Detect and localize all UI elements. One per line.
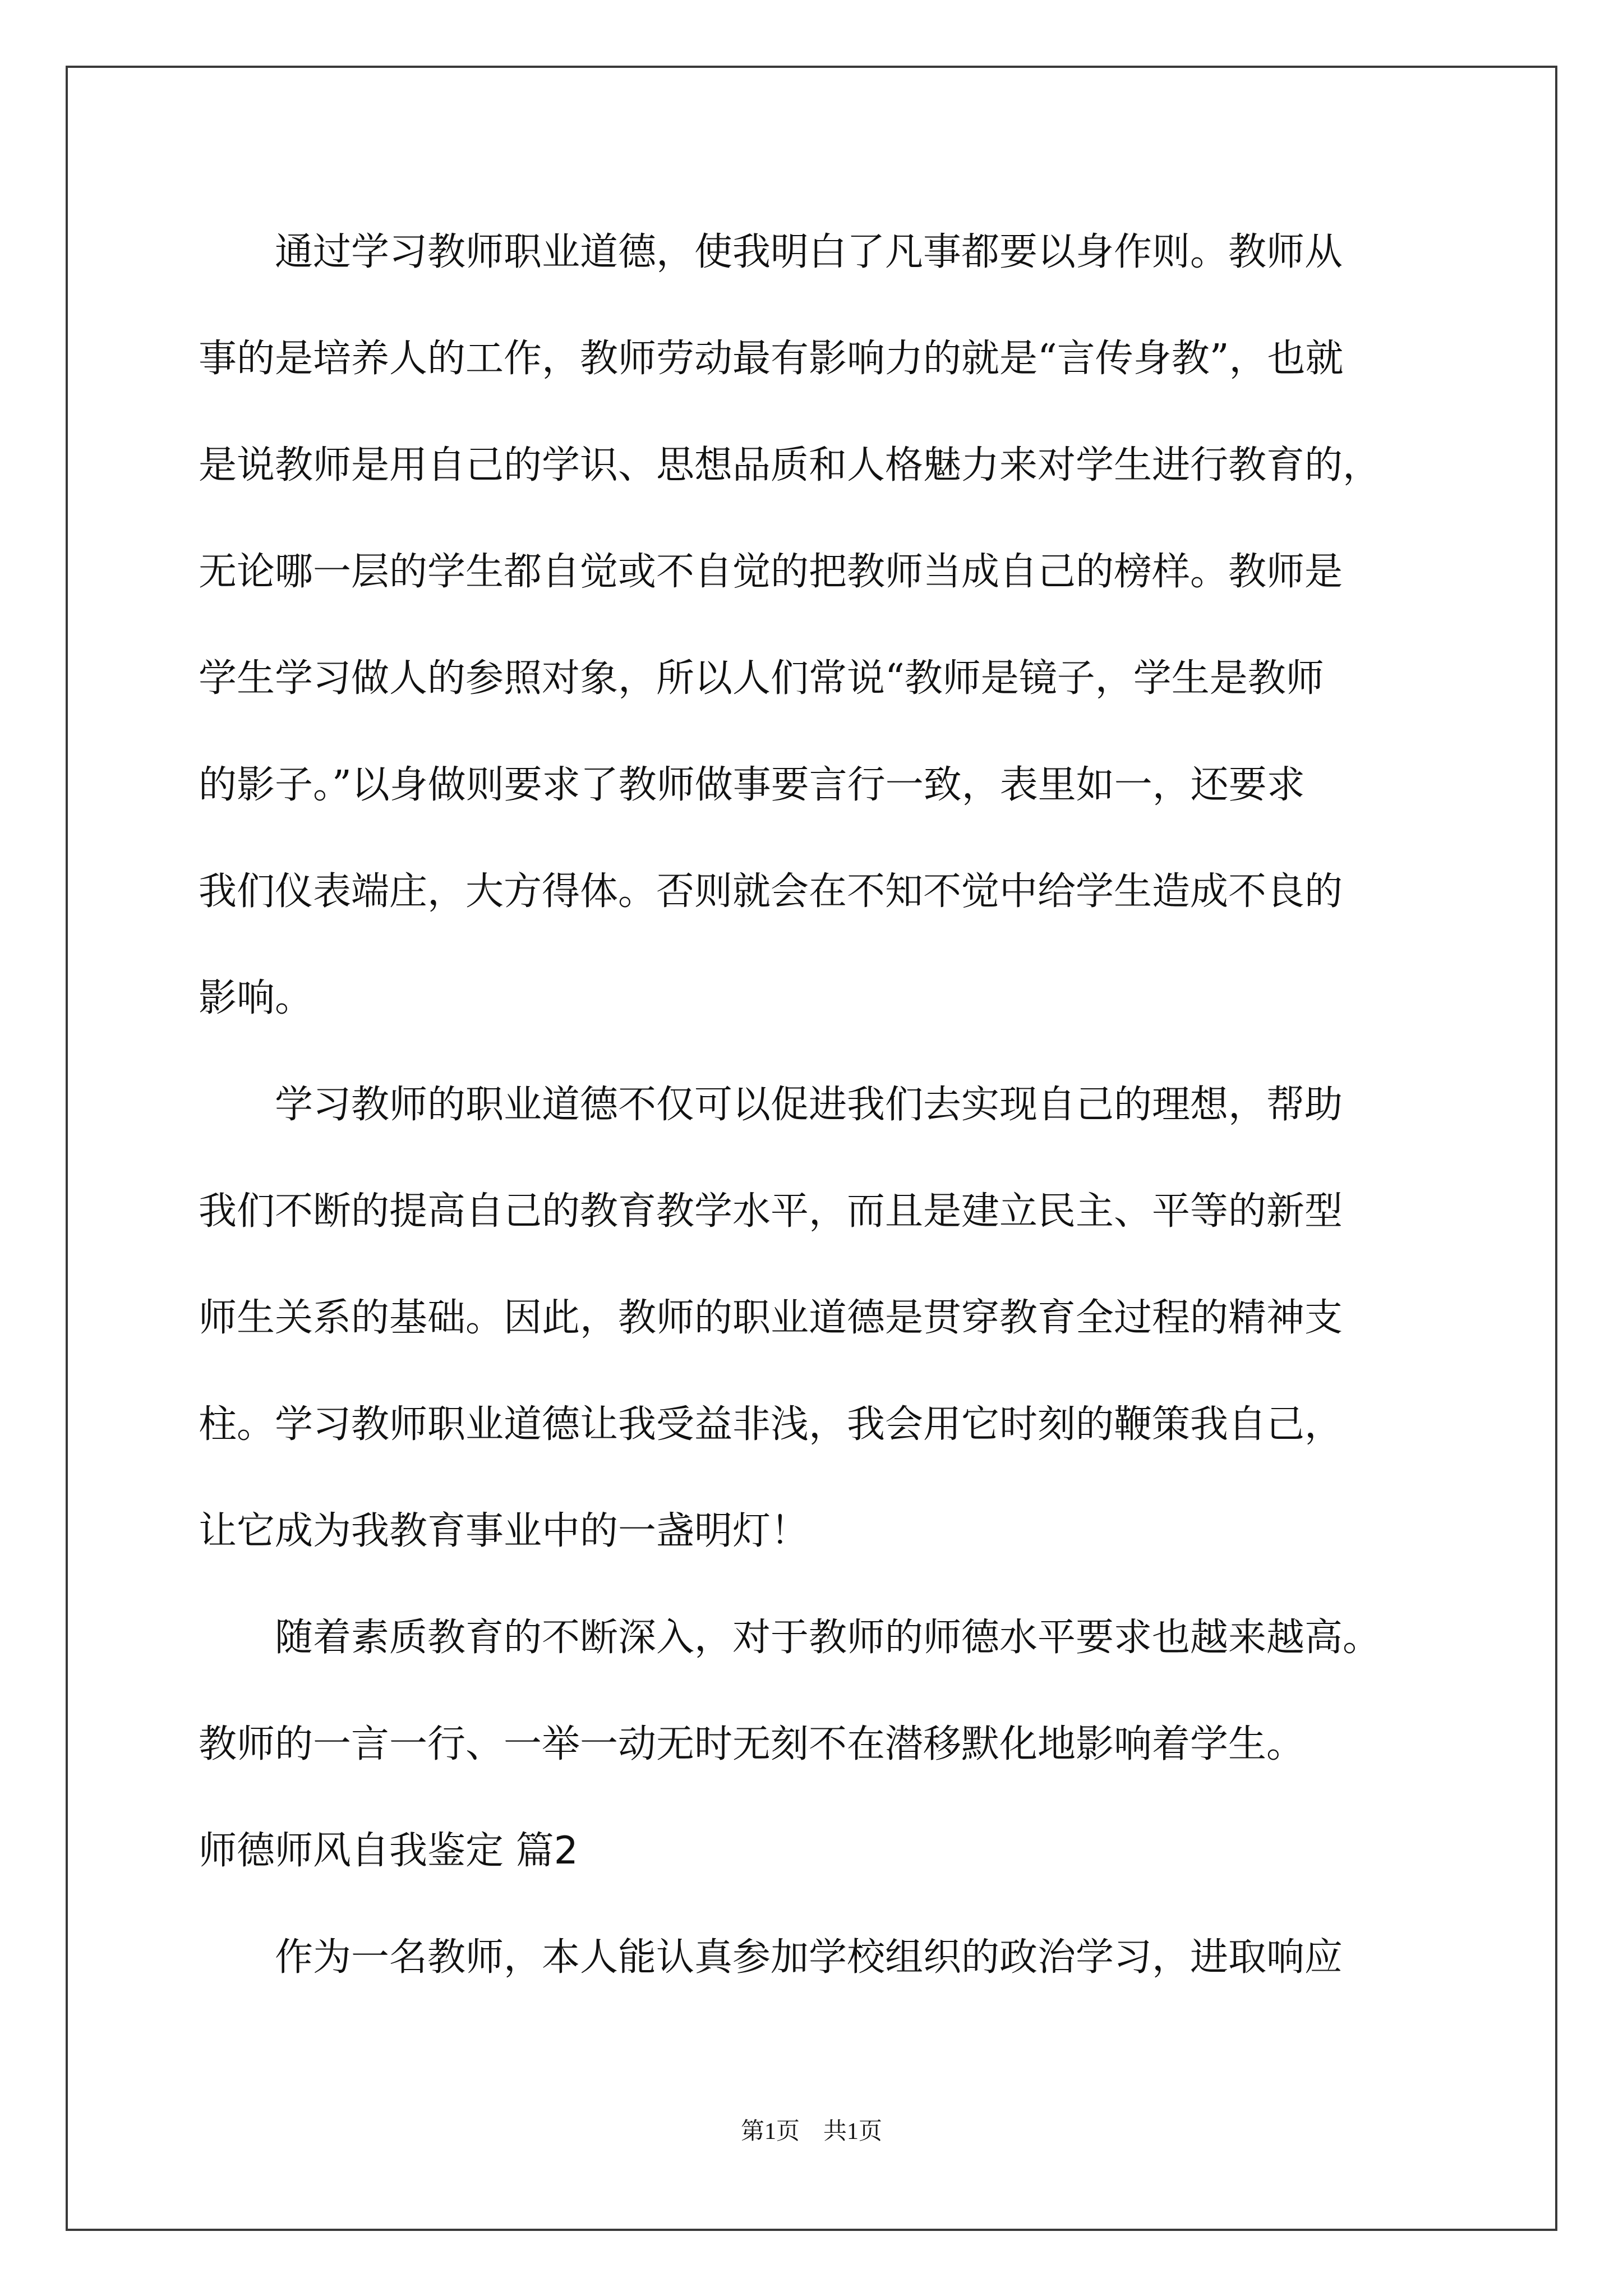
- paragraph-line: 学生学习做人的参照对象，所以人们常说“教师是镜子，学生是教师: [199, 656, 1324, 701]
- page-frame: [66, 66, 1557, 2231]
- paragraph-line: 我们仪表端庄，大方得体。否则就会在不知不觉中给学生造成不良的: [199, 869, 1343, 914]
- paragraph-line: 随着素质教育的不断深入，对于教师的师德水平要求也越来越高。: [199, 1616, 1381, 1660]
- section-heading: 师德师风自我鉴定 篇2: [199, 1829, 578, 1873]
- paragraph-line: 通过学习教师职业道德，使我明白了凡事都要以身作则。教师从: [199, 230, 1343, 274]
- paragraph-line: 教师的一言一行、一举一动无时无刻不在潜移默化地影响着学生。: [199, 1722, 1305, 1766]
- paragraph-line: 我们不断的提高自己的教育教学水平，而且是建立民主、平等的新型: [199, 1189, 1343, 1234]
- paragraph-line: 柱。学习教师职业道德让我受益非浅，我会用它时刻的鞭策我自己，: [199, 1402, 1343, 1447]
- paragraph-line: 学习教师的职业道德不仅可以促进我们去实现自己的理想，帮助: [199, 1083, 1343, 1127]
- paragraph-line: 无论哪一层的学生都自觉或不自觉的把教师当成自己的榜样。教师是: [199, 550, 1343, 594]
- paragraph-line: 影响。: [199, 976, 313, 1020]
- paragraph-line: 的影子。”以身做则要求了教师做事要言行一致，表里如一，还要求: [199, 763, 1305, 807]
- paragraph-line: 事的是培养人的工作，教师劳动最有影响力的就是“言传身教”，也就: [199, 337, 1344, 381]
- paragraph-line: 让它成为我教育事业中的一盏明灯！: [199, 1509, 809, 1553]
- paragraph-line: 师生关系的基础。因此，教师的职业道德是贯穿教育全过程的精神支: [199, 1296, 1343, 1340]
- paragraph-line: 是说教师是用自己的学识、思想品质和人格魅力来对学生进行教育的，: [199, 443, 1381, 487]
- paragraph-line: 作为一名教师，本人能认真参加学校组织的政治学习，进取响应: [199, 1935, 1343, 1980]
- page-footer: 第1页 共1页: [740, 2119, 882, 2145]
